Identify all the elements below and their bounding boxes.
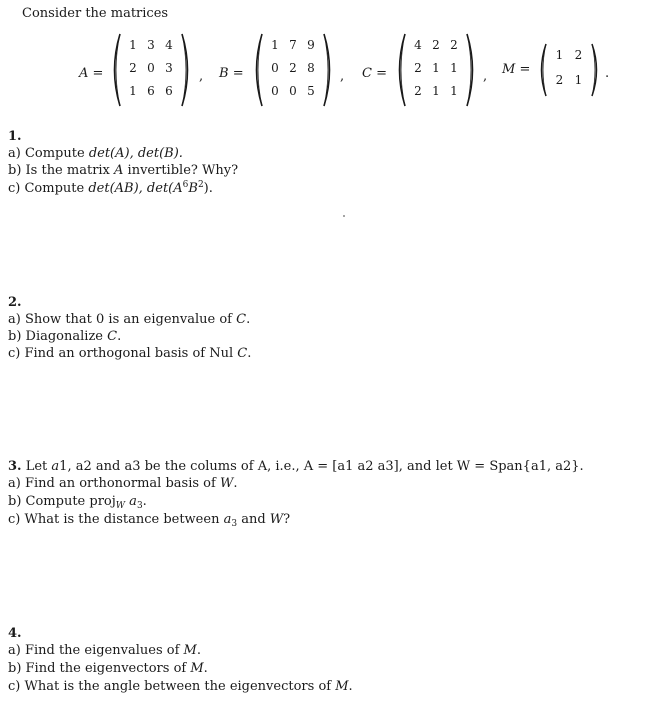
matrix-m-entries	[550, 49, 588, 86]
matrix-cell: 2	[574, 48, 583, 62]
matrix-c	[393, 32, 479, 108]
question-4c: c) What is the angle between the eigenvectors of M.	[8, 679, 353, 694]
matrix-cell: 4	[414, 38, 422, 52]
matrix-a-entries	[124, 39, 178, 97]
matrix-cell: 1	[432, 61, 440, 75]
question-1c: c) Compute det(AB), $\det(A^6B^2)$.	[8, 180, 213, 196]
matrix-cell: 1	[432, 84, 440, 98]
question-1b: b) Is the matrix A invertible? Why?	[8, 163, 239, 178]
matrix-c-entries	[409, 39, 463, 97]
question-3-number: 3.	[8, 459, 22, 474]
matrix-cell: 6	[165, 84, 173, 98]
matrix-cell: 3	[165, 61, 173, 75]
question-3c: c) What is the distance between $a_3$ and W?	[8, 512, 291, 529]
matrix-b-label: B =	[219, 66, 244, 81]
matrix-a	[108, 32, 194, 108]
matrix-cell: 1	[555, 48, 564, 62]
matrix-cell: 5	[307, 84, 315, 98]
scan-speck	[343, 215, 345, 217]
matrix-b	[250, 32, 336, 108]
matrix-cell: 0	[289, 84, 297, 98]
matrix-cell: 1	[271, 38, 279, 52]
intro-text: Consider the matrices	[22, 6, 169, 21]
comma: ,	[340, 69, 345, 84]
matrix-cell: 1	[450, 84, 458, 98]
matrix-cell: 9	[307, 38, 315, 52]
right-paren	[322, 32, 336, 108]
matrix-cell: 2	[414, 84, 422, 98]
matrix-cell: 7	[289, 38, 297, 52]
matrix-cell: 2	[450, 38, 458, 52]
question-4a: a) Find the eigenvalues of M.	[8, 643, 201, 658]
matrix-cell: 2	[432, 38, 440, 52]
question-3b: b) Compute proj$_W$ $a_3$.	[8, 494, 147, 511]
left-paren	[536, 42, 548, 98]
right-paren	[465, 32, 479, 108]
left-paren	[250, 32, 264, 108]
matrix-a-label: A =	[79, 66, 104, 81]
matrix-cell: 2	[555, 73, 564, 87]
matrix-cell: 1	[129, 38, 137, 52]
period: .	[605, 66, 610, 81]
question-1-number: 1.	[8, 129, 22, 144]
question-1a: a) Compute det(A), det(B).	[8, 146, 183, 161]
matrix-cell: 1	[129, 84, 137, 98]
question-3a: a) Find an orthonormal basis of W.	[8, 476, 238, 491]
matrix-c-label: C =	[362, 66, 387, 81]
comma: ,	[483, 69, 488, 84]
matrix-m	[536, 42, 602, 98]
comma: ,	[199, 69, 204, 84]
matrix-cell: 0	[271, 84, 279, 98]
matrix-cell: 1	[574, 73, 583, 87]
question-2b: b) Diagonalize C.	[8, 329, 122, 344]
matrix-cell: 6	[147, 84, 155, 98]
question-4b: b) Find the eigenvectors of M.	[8, 661, 208, 676]
question-2-number: 2.	[8, 295, 22, 310]
matrix-cell: 8	[307, 61, 315, 75]
right-paren	[180, 32, 194, 108]
right-paren	[590, 42, 602, 98]
question-3-stem: 3. Let a1, a2 and a3 be the colums of A, i.e., A = [a1 a2 a3], and let W = Span{a1, a2}.	[8, 459, 584, 474]
question-2c: c) Find an orthogonal basis of Nul C.	[8, 346, 252, 361]
left-paren	[393, 32, 407, 108]
question-2a: a) Show that 0 is an eigenvalue of C.	[8, 312, 251, 327]
matrix-cell: 2	[414, 61, 422, 75]
matrix-cell: 2	[129, 61, 137, 75]
matrix-b-entries	[266, 39, 320, 97]
matrix-cell: 0	[147, 61, 155, 75]
left-paren	[108, 32, 122, 108]
matrix-cell: 4	[165, 38, 173, 52]
matrix-cell: 0	[271, 61, 279, 75]
matrix-cell: 2	[289, 61, 297, 75]
matrix-cell: 1	[450, 61, 458, 75]
matrix-m-label: M =	[502, 62, 531, 77]
matrix-cell: 3	[147, 38, 155, 52]
question-4-number: 4.	[8, 626, 22, 641]
